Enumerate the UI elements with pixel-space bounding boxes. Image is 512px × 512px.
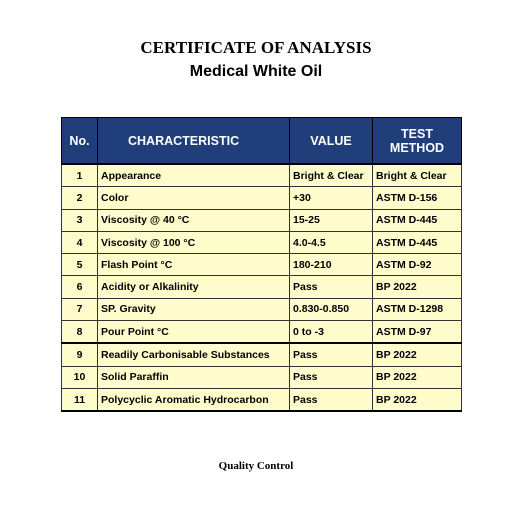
cell-characteristic: Color [98, 187, 290, 209]
cell-no: 10 [62, 366, 98, 388]
cell-value: Bright & Clear [290, 164, 373, 187]
table-row [62, 298, 462, 320]
cell-characteristic: Appearance [98, 164, 290, 187]
cell-value: 0 to -3 [290, 321, 373, 344]
cell-value: Pass [290, 366, 373, 388]
cell-test-method: ASTM D-1298 [373, 298, 462, 320]
cell-no: 8 [62, 321, 98, 344]
cell-value: +30 [290, 187, 373, 209]
cell-test-method: BP 2022 [373, 343, 462, 366]
analysis-table [61, 117, 462, 412]
table-row [62, 343, 462, 366]
header-no: No. [62, 118, 98, 165]
cell-no: 2 [62, 187, 98, 209]
header-characteristic: CHARACTERISTIC [98, 118, 290, 165]
cell-characteristic: Polycyclic Aromatic Hydrocarbon [98, 388, 290, 411]
cell-value: 15-25 [290, 209, 373, 231]
cell-no: 7 [62, 298, 98, 320]
table-row [62, 388, 462, 411]
header-test-method: TEST METHOD [373, 118, 462, 165]
table-row [62, 366, 462, 388]
cell-characteristic: SP. Gravity [98, 298, 290, 320]
cell-no: 9 [62, 343, 98, 366]
cell-characteristic: Viscosity @ 100 °C [98, 231, 290, 253]
cell-characteristic: Readily Carbonisable Substances [98, 343, 290, 366]
table-row [62, 254, 462, 276]
document-subtitle: Medical White Oil [189, 63, 323, 80]
cell-test-method: BP 2022 [373, 388, 462, 411]
cell-test-method: BP 2022 [373, 276, 462, 298]
table-row [62, 231, 462, 253]
cell-value: 180-210 [290, 254, 373, 276]
cell-no: 4 [62, 231, 98, 253]
cell-characteristic: Pour Point °C [98, 321, 290, 344]
cell-no: 3 [62, 209, 98, 231]
cell-characteristic: Viscosity @ 40 °C [98, 209, 290, 231]
cell-no: 11 [62, 388, 98, 411]
document-title: CERTIFICATE OF ANALYSIS [140, 38, 372, 57]
cell-no: 1 [62, 164, 98, 187]
cell-test-method: ASTM D-445 [373, 209, 462, 231]
cell-test-method: ASTM D-92 [373, 254, 462, 276]
cell-value: Pass [290, 276, 373, 298]
cell-test-method: BP 2022 [373, 366, 462, 388]
cell-characteristic: Acidity or Alkalinity [98, 276, 290, 298]
header-value: VALUE [290, 118, 373, 165]
table-row [62, 187, 462, 209]
cell-test-method: ASTM D-445 [373, 231, 462, 253]
cell-test-method: ASTM D-97 [373, 321, 462, 344]
table-row [62, 321, 462, 344]
cell-value: 4.0-4.5 [290, 231, 373, 253]
table-header-row [62, 118, 462, 165]
cell-characteristic: Solid Paraffin [98, 366, 290, 388]
cell-test-method: ASTM D-156 [373, 187, 462, 209]
cell-no: 5 [62, 254, 98, 276]
cell-test-method: Bright & Clear [373, 164, 462, 187]
cell-no: 6 [62, 276, 98, 298]
cell-value: 0.830-0.850 [290, 298, 373, 320]
cell-value: Pass [290, 343, 373, 366]
footer-quality-control: Quality Control [218, 460, 294, 472]
table-row [62, 209, 462, 231]
table-body [62, 164, 462, 411]
table-row [62, 164, 462, 187]
table-row [62, 276, 462, 298]
cell-characteristic: Flash Point °C [98, 254, 290, 276]
cell-value: Pass [290, 388, 373, 411]
